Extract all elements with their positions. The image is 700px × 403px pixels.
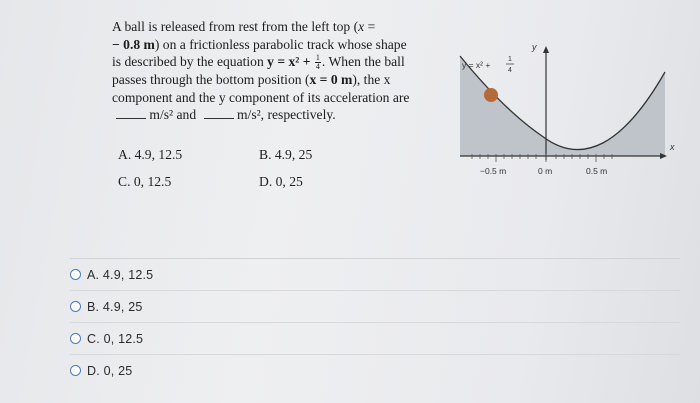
question-line-2 <box>112 36 452 54</box>
question-line-4-text: passes through the bottom position ( <box>112 72 310 88</box>
question-line-1-text: A ball is released from rest from the left top ( <box>112 19 359 34</box>
blank-2 <box>204 108 234 119</box>
answer-options <box>70 258 680 386</box>
answer-option-a[interactable] <box>70 258 680 290</box>
question-line-4 <box>112 71 452 89</box>
answer-label-c: C. 0, 12.5 <box>87 331 144 346</box>
radio-button-b[interactable] <box>70 301 81 312</box>
bottom-position: x = 0 m <box>309 72 353 88</box>
question-line-3-end: . When the ball <box>321 54 405 69</box>
question-line-3-text: is described by the equation <box>112 54 268 69</box>
y-axis-label: y <box>532 42 537 52</box>
figure-frac-den: 4 <box>508 67 512 74</box>
question-text <box>112 18 452 124</box>
x-axis-label: x <box>670 142 675 152</box>
fraction-denominator: 4 <box>315 62 320 72</box>
question-line-6 <box>112 106 452 124</box>
question-line-5: component and the y component of its acceleration are <box>112 89 410 105</box>
fraction-quarter <box>315 54 321 71</box>
answer-option-b[interactable] <box>70 290 680 322</box>
radio-button-c[interactable] <box>70 333 81 344</box>
start-position: − 0.8 m <box>112 36 155 52</box>
figure-frac-num: 1 <box>508 56 512 63</box>
question-line-6-mid: m/s² and <box>149 107 197 123</box>
question-line-3 <box>112 53 452 71</box>
tick-label-half: 0.5 m <box>586 166 608 176</box>
tick-label-neg-half: −0.5 m <box>480 166 507 176</box>
ball <box>484 88 498 102</box>
question-line-4-end: ), the x <box>352 72 391 88</box>
var-x: x <box>358 19 365 34</box>
answer-option-c[interactable] <box>70 322 680 354</box>
fraction-numerator: 1 <box>315 53 320 63</box>
track-equation: y = x² + <box>267 54 314 69</box>
question-line-1 <box>112 18 452 36</box>
answer-option-d[interactable] <box>70 354 680 386</box>
radio-button-a[interactable] <box>70 269 81 280</box>
track-diagram <box>450 32 690 192</box>
answer-label-a: A. 4.9, 12.5 <box>87 267 154 282</box>
answer-label-b: B. 4.9, 25 <box>87 299 143 314</box>
inline-choice-d: D. 0, 25 <box>259 174 303 189</box>
inline-choice-a: A. 4.9, 12.5 <box>118 147 183 162</box>
inline-choice-c: C. 0, 12.5 <box>118 174 172 189</box>
radio-button-d[interactable] <box>70 365 81 376</box>
equals-sign: = <box>364 19 376 34</box>
answer-label-d: D. 0, 25 <box>87 363 133 378</box>
question-line-6-end: m/s², respectively. <box>236 107 336 123</box>
blank-1 <box>116 108 146 119</box>
tick-label-zero: 0 m <box>538 166 553 176</box>
y-axis-arrow <box>543 46 549 53</box>
parabolic-track-figure <box>450 32 690 192</box>
track-region <box>460 56 665 156</box>
figure-equation-label: y = x² + <box>462 60 491 70</box>
inline-choice-b: B. 4.9, 25 <box>259 147 313 162</box>
question-line-2-text: ) on a frictionless parabolic track whose shape <box>154 36 407 52</box>
